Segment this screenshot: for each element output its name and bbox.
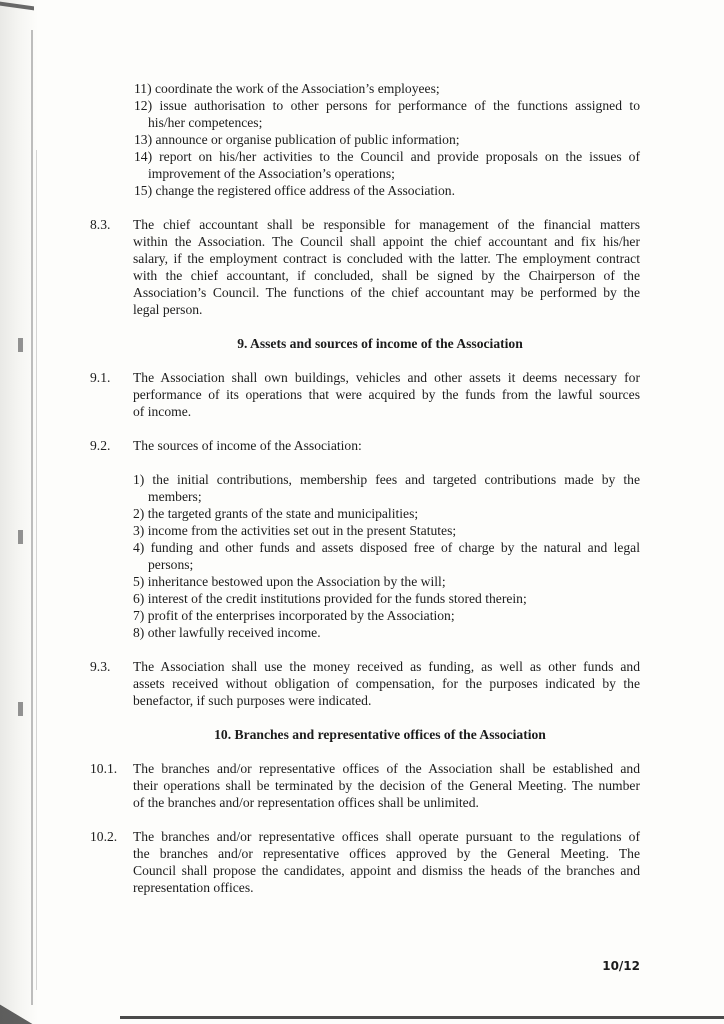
list-item-continuation: persons;	[148, 557, 194, 572]
clause-text-line: The sources of income of the Association:	[133, 438, 362, 453]
list-item: 3) income from the activities set out in the present Statutes;	[133, 523, 457, 538]
clause-text-line: assets received without obligation of compensation, for the purposes indicated by the	[133, 676, 640, 691]
clause-text-line: Association’s Council. The functions of the chief accountant may be performed by the	[133, 285, 640, 300]
list-item-continuation: his/her competences;	[148, 115, 263, 130]
clause-text-line: salary, if the employment contract is concluded with the latter. The employment contract	[133, 251, 640, 266]
list-item: 4) funding and other funds and assets disposed free of charge by the natural and legal	[133, 540, 640, 555]
list-item: 7) profit of the enterprises incorporated by the Association;	[133, 608, 455, 623]
list-item: 11) coordinate the work of the Association’s employees;	[134, 81, 440, 96]
list-item: 8) other lawfully received income.	[133, 625, 321, 640]
clause-text-line: the branches and/or representative offices approved by the General Meeting. The	[133, 846, 640, 861]
clause-text-line: Council shall propose the candidates, appoint and dismiss the heads of the branches and	[133, 863, 640, 878]
clause-text-line: of income.	[133, 404, 192, 419]
section-heading: 10. Branches and representative offices of the Association	[214, 727, 546, 742]
clause-number: 9.2.	[90, 438, 111, 453]
section-heading: 9. Assets and sources of income of the Association	[237, 336, 523, 351]
clause-text-line: within the Association. The Council shall appoint the chief accountant and fix his/her	[133, 234, 640, 249]
list-item: 6) interest of the credit institutions provided for the funds stored therein;	[133, 591, 527, 606]
scan-staple-mark	[18, 530, 23, 544]
clause-number: 8.3.	[90, 217, 111, 232]
clause-text-line: of the branches and/or representation offices shall be unlimited.	[133, 795, 479, 810]
page-number: 10/12	[602, 959, 640, 973]
list-item: 13) announce or organise publication of public information;	[134, 132, 460, 147]
scan-spine-line-inner	[36, 150, 37, 990]
scan-bottom-corner	[0, 1000, 40, 1024]
list-item: 5) inheritance bestowed upon the Association by the will;	[133, 574, 446, 589]
clause-text-line: with the chief accountant, if concluded, shall be signed by the Chairperson of the	[133, 268, 640, 283]
clause-number: 10.1.	[90, 761, 118, 776]
clause-number: 9.3.	[90, 659, 111, 674]
clause-text-line: The branches and/or representative offices of the Association shall be established and	[133, 761, 640, 776]
clause-text-line: performance of its operations that were acquired by the funds from the lawful sources	[133, 387, 640, 402]
clause-number: 9.1.	[90, 370, 111, 385]
list-item: 14) report on his/her activities to the Council and provide proposals on the issues of	[134, 149, 640, 164]
clause-text-line: The Association shall own buildings, vehicles and other assets it deems necessary for	[133, 370, 640, 385]
list-item: 1) the initial contributions, membership fees and targeted contributions made by the	[133, 472, 640, 487]
clause-text-line: benefactor, if such purposes were indicated.	[133, 693, 372, 708]
list-item: 15) change the registered office address of the Association.	[134, 183, 455, 198]
scan-staple-mark	[18, 702, 23, 716]
clause-text-line: their operations shall be terminated by the decision of the General Meeting. The number	[133, 778, 640, 793]
clause-text-line: representation offices.	[133, 880, 254, 895]
scan-bottom-edge	[120, 1016, 724, 1019]
scan-staple-mark	[18, 338, 23, 352]
list-item-continuation: members;	[148, 489, 202, 504]
scan-spine-line	[31, 30, 33, 1005]
clause-number: 10.2.	[90, 829, 118, 844]
list-item: 12) issue authorisation to other persons for performance of the functions assigned to	[134, 98, 640, 113]
clause-text-line: The Association shall use the money received as funding, as well as other funds and	[133, 659, 640, 674]
list-item-continuation: improvement of the Association’s operations;	[148, 166, 395, 181]
clause-text-line: The branches and/or representative offices shall operate pursuant to the regulations of	[133, 829, 640, 844]
clause-text-line: legal person.	[133, 302, 203, 317]
clause-text-line: The chief accountant shall be responsible for management of the financial matters	[133, 217, 640, 232]
list-item: 2) the targeted grants of the state and municipalities;	[133, 506, 419, 521]
